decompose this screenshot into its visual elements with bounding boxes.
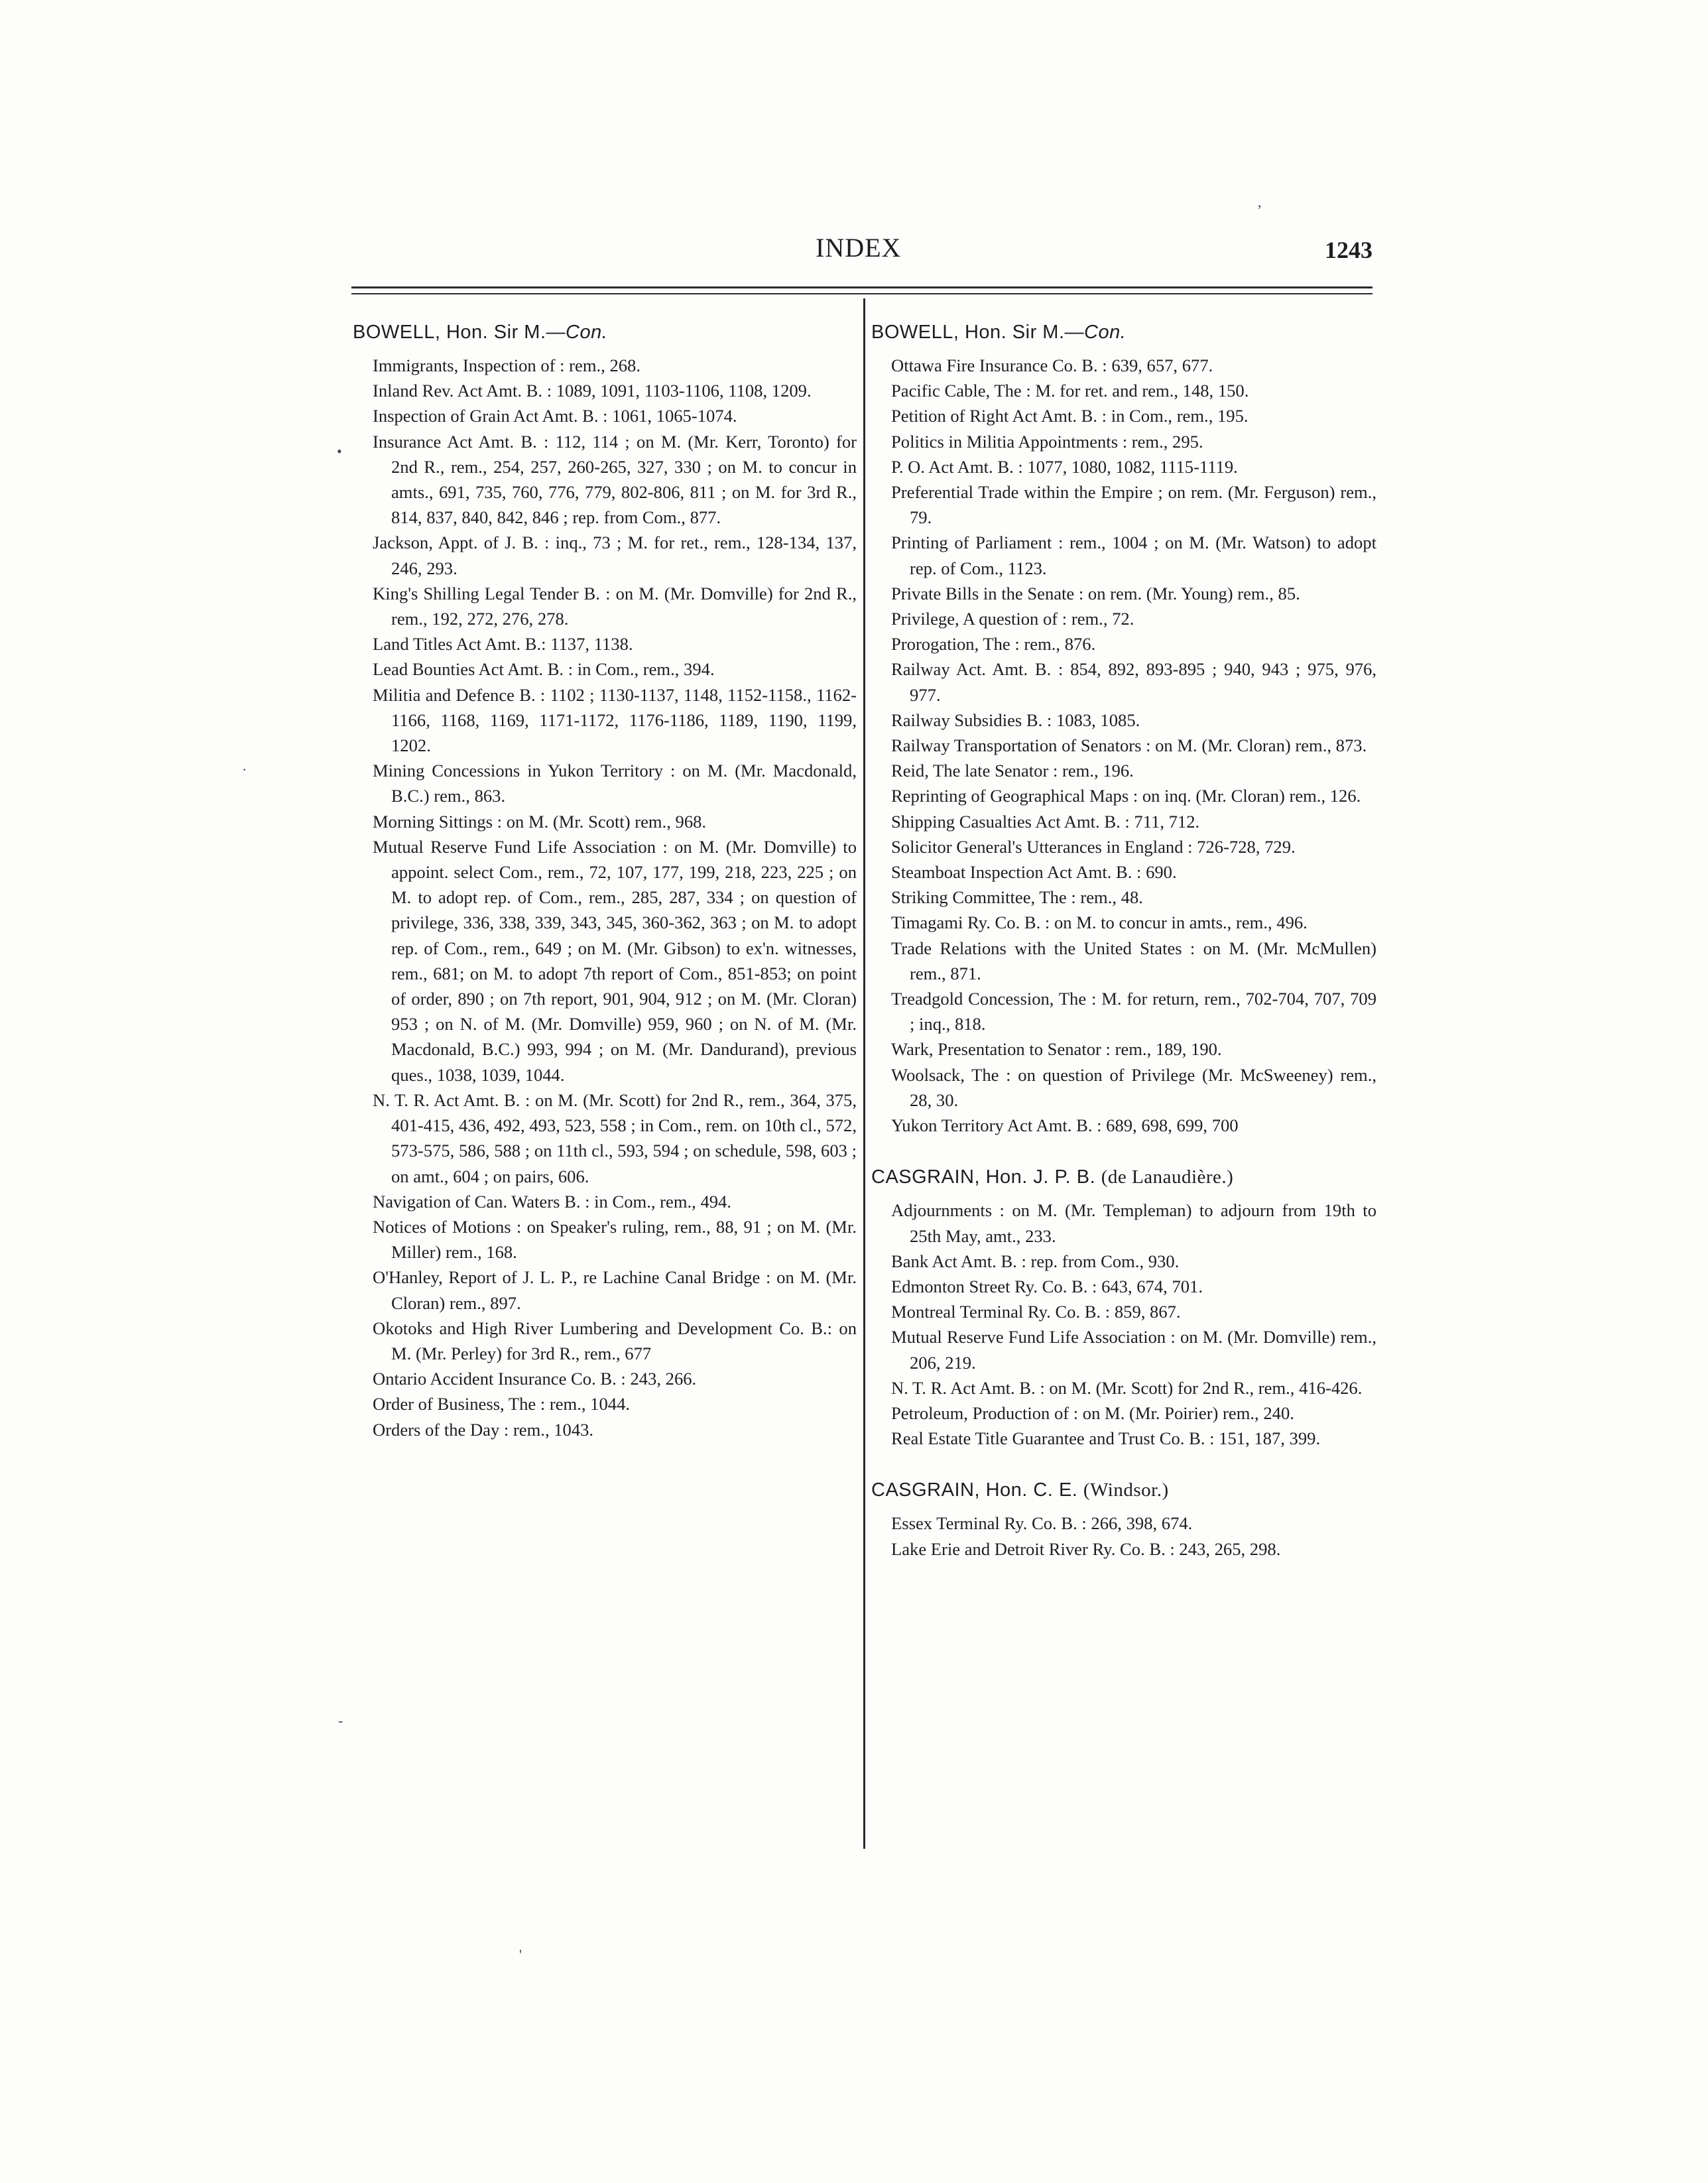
stray-mark: -: [338, 1712, 343, 1729]
index-entry: Petition of Right Act Amt. B. : in Com., rem., 195.: [891, 406, 1249, 426]
heading-name: BOWELL, Hon. Sir M.—: [871, 322, 1085, 343]
index-entry: Shipping Casualties Act Amt. B. : 711, 712.: [891, 811, 1200, 832]
index-entry: Jackson, Appt. of J. B. : inq., 73 ; M. for ret., rem., 128-134, 137, 246, 293.: [373, 532, 857, 578]
right-entry-list: [871, 353, 1376, 1138]
index-entry: Mining Concessions in Yukon Territory : on M. (Mr. Macdonald, B.C.) rem., 863.: [373, 761, 857, 806]
heading-name: CASGRAIN, Hon. J. P. B.: [871, 1166, 1096, 1188]
index-entry: N. T. R. Act Amt. B. : on M. (Mr. Scott) for 2nd R., rem., 416-426.: [891, 1377, 1363, 1398]
index-entry: Mutual Reserve Fund Life Association : on M. (Mr. Domville) rem., 206, 219.: [891, 1327, 1376, 1373]
header-rule-top: [351, 286, 1372, 288]
heading-detail: (Windsor.): [1083, 1479, 1169, 1501]
heading-name: BOWELL, Hon. Sir M.—: [353, 322, 566, 343]
column-divider: [863, 298, 865, 1849]
index-entry: Ontario Accident Insurance Co. B. : 243, 266.: [373, 1369, 697, 1389]
heading-detail: (de Lanaudière.): [1101, 1166, 1234, 1188]
index-entry: Steamboat Inspection Act Amt. B. : 690.: [891, 862, 1177, 883]
index-entry: Navigation of Can. Waters B. : in Com., rem., 494.: [373, 1191, 731, 1212]
right-column-heading: [871, 317, 1376, 347]
stray-mark: ,: [1258, 194, 1262, 210]
index-entry: Reprinting of Geographical Maps : on inq. (Mr. Cloran) rem., 126.: [891, 786, 1361, 806]
index-entry: Insurance Act Amt. B. : 112, 114 ; on M. (Mr. Kerr, Toronto) for 2nd R., rem., 254, 257, 260-265, 327, 330 ; on M. to concur in amts., 691, 735, 760, 776, 779, 802-806, 811 ; on M. for 3rd R., 814, 837, 840, 842, 846 ; rep. from Com., 877.: [373, 431, 857, 528]
index-entry: Trade Relations with the United States : on M. (Mr. McMullen) rem., 871.: [891, 938, 1376, 983]
index-entry: Woolsack, The : on question of Privilege (Mr. McSweeney) rem., 28, 30.: [891, 1064, 1376, 1110]
index-entry: Railway Act. Amt. B. : 854, 892, 893-895 ; 940, 943 ; 975, 976, 977.: [891, 659, 1376, 705]
index-entry: Inland Rev. Act Amt. B. : 1089, 1091, 1103-1106, 1108, 1209.: [373, 381, 812, 401]
page-header: [351, 232, 1372, 272]
index-entry: Morning Sittings : on M. (Mr. Scott) rem., 968.: [373, 811, 707, 832]
index-entry: Railway Transportation of Senators : on M. (Mr. Cloran) rem., 873.: [891, 735, 1367, 756]
index-entry: Reid, The late Senator : rem., 196.: [891, 761, 1134, 781]
index-entry: Notices of Motions : on Speaker's ruling, rem., 88, 91 ; on M. (Mr. Miller) rem., 168.: [373, 1216, 857, 1263]
index-entry: Treadgold Concession, The : M. for return, rem., 702-704, 707, 709 ; inq., 818.: [891, 989, 1376, 1034]
index-entry: Private Bills in the Senate : on rem. (Mr. Young) rem., 85.: [891, 583, 1300, 603]
index-entry: Edmonton Street Ry. Co. B. : 643, 674, 701.: [891, 1276, 1203, 1296]
casgrain-ce-heading: [871, 1475, 1376, 1505]
index-entry: Privilege, A question of : rem., 72.: [891, 609, 1134, 629]
index-entry: Immigrants, Inspection of : rem., 268.: [373, 355, 640, 375]
index-entry: Preferential Trade within the Empire ; on rem. (Mr. Ferguson) rem., 79.: [891, 482, 1376, 528]
index-entry: Prorogation, The : rem., 876.: [891, 634, 1096, 655]
index-entry: Orders of the Day : rem., 1043.: [373, 1419, 594, 1440]
casgrain-jpb-heading: [871, 1162, 1376, 1192]
index-entry: Striking Committee, The : rem., 48.: [891, 887, 1143, 908]
index-entry: Timagami Ry. Co. B. : on M. to concur in amts., rem., 496.: [891, 912, 1308, 933]
right-column: [871, 317, 1376, 1562]
casgrain-ce-entry-list: [871, 1511, 1376, 1561]
left-entry-list: [353, 353, 857, 1442]
index-entry: Politics in Militia Appointments : rem., 295.: [891, 431, 1203, 452]
stray-mark: ': [519, 1946, 522, 1963]
heading-continued: Con.: [1084, 322, 1127, 343]
page-title: INDEX: [816, 233, 902, 263]
index-entry: Petroleum, Production of : on M. (Mr. Poirier) rem., 240.: [891, 1403, 1294, 1423]
page-number: 1243: [1325, 237, 1372, 263]
index-entry: Real Estate Title Guarantee and Trust Co. B. : 151, 187, 399.: [891, 1428, 1321, 1449]
index-entry: Adjournments : on M. (Mr. Templeman) to adjourn from 19th to 25th May, amt., 233.: [891, 1200, 1376, 1246]
left-column-heading: [353, 317, 857, 347]
index-entry: N. T. R. Act Amt. B. : on M. (Mr. Scott) for 2nd R., rem., 364, 375, 401-415, 436, 492, 493, 523, 558 ; in Com., rem. on 10th cl., 572, 573-575, 586, 588 ; on 11th cl., 593, 594 ; on schedule, 598, 603 ; on amt., 604 ; on pairs, 606.: [373, 1090, 857, 1186]
stray-mark: •: [337, 443, 342, 460]
casgrain-jpb-entry-list: [871, 1198, 1376, 1451]
index-entry: Okotoks and High River Lumbering and Development Co. B.: on M. (Mr. Perley) for 3rd R., rem., 677: [373, 1318, 857, 1363]
header-rule-bottom: [351, 293, 1372, 294]
stray-mark: ·: [242, 761, 247, 778]
index-entry: Montreal Terminal Ry. Co. B. : 859, 867.: [891, 1302, 1181, 1322]
index-entry: Land Titles Act Amt. B.: 1137, 1138.: [373, 634, 633, 655]
index-entry: Mutual Reserve Fund Life Association : on M. (Mr. Domville) to appoint. select Com., rem., 72, 107, 177, 199, 218, 223, 225 ; on M. to adopt rep. of Com., rem., 285, 287, 334 ; on question of privilege, 336, 338, 339, 343, 345, 360-362, 363 ; on M. to adopt rep. of Com., rem., 649 ; on M. (Mr. Gibson) to ex'n. witnesses, rem., 681; on M. to adopt 7th report of Com., 851-853; on point of order, 890 ; on 7th report, 901, 904, 912 ; on M. (Mr. Cloran) 953 ; on N. of M. (Mr. Domville) 959, 960 ; on N. of M. (Mr. Macdonald, B.C.) 993, 994 ; on M. (Mr. Dandurand), previous ques., 1038, 1039, 1044.: [373, 836, 857, 1085]
index-entry: Yukon Territory Act Amt. B. : 689, 698, 699, 700: [891, 1115, 1239, 1136]
index-entry: Ottawa Fire Insurance Co. B. : 639, 657, 677.: [891, 355, 1213, 375]
index-entry: Railway Subsidies B. : 1083, 1085.: [891, 710, 1140, 730]
heading-continued: Con.: [566, 322, 608, 343]
index-entry: Bank Act Amt. B. : rep. from Com., 930.: [891, 1251, 1180, 1271]
index-entry: Inspection of Grain Act Amt. B. : 1061, 1065-1074.: [373, 406, 737, 426]
index-entry: Wark, Presentation to Senator : rem., 189, 190.: [891, 1039, 1222, 1060]
index-entry: Pacific Cable, The : M. for ret. and rem., 148, 150.: [891, 381, 1249, 401]
index-entry: O'Hanley, Report of J. L. P., re Lachine Canal Bridge : on M. (Mr. Cloran) rem., 897.: [373, 1267, 857, 1313]
index-entry: P. O. Act Amt. B. : 1077, 1080, 1082, 1115-1119.: [891, 456, 1238, 477]
index-entry: Solicitor General's Utterances in England : 726-728, 729.: [891, 836, 1296, 857]
index-entry: King's Shilling Legal Tender B. : on M. (Mr. Domville) for 2nd R., rem., 192, 272, 276, 278.: [373, 583, 857, 629]
heading-name: CASGRAIN, Hon. C. E.: [871, 1479, 1078, 1501]
left-column: [353, 317, 857, 1442]
index-entry: Lake Erie and Detroit River Ry. Co. B. : 243, 265, 298.: [891, 1538, 1281, 1559]
index-entry: Militia and Defence B. : 1102 ; 1130-1137, 1148, 1152-1158., 1162-1166, 1168, 1169, 1171-1172, 1176-1186, 1189, 1190, 1199, 1202.: [373, 684, 857, 756]
index-entry: Essex Terminal Ry. Co. B. : 266, 398, 674.: [891, 1513, 1193, 1534]
index-entry: Printing of Parliament : rem., 1004 ; on M. (Mr. Watson) to adopt rep. of Com., 1123.: [891, 532, 1376, 578]
index-entry: Lead Bounties Act Amt. B. : in Com., rem., 394.: [373, 659, 715, 680]
index-entry: Order of Business, The : rem., 1044.: [373, 1394, 631, 1414]
